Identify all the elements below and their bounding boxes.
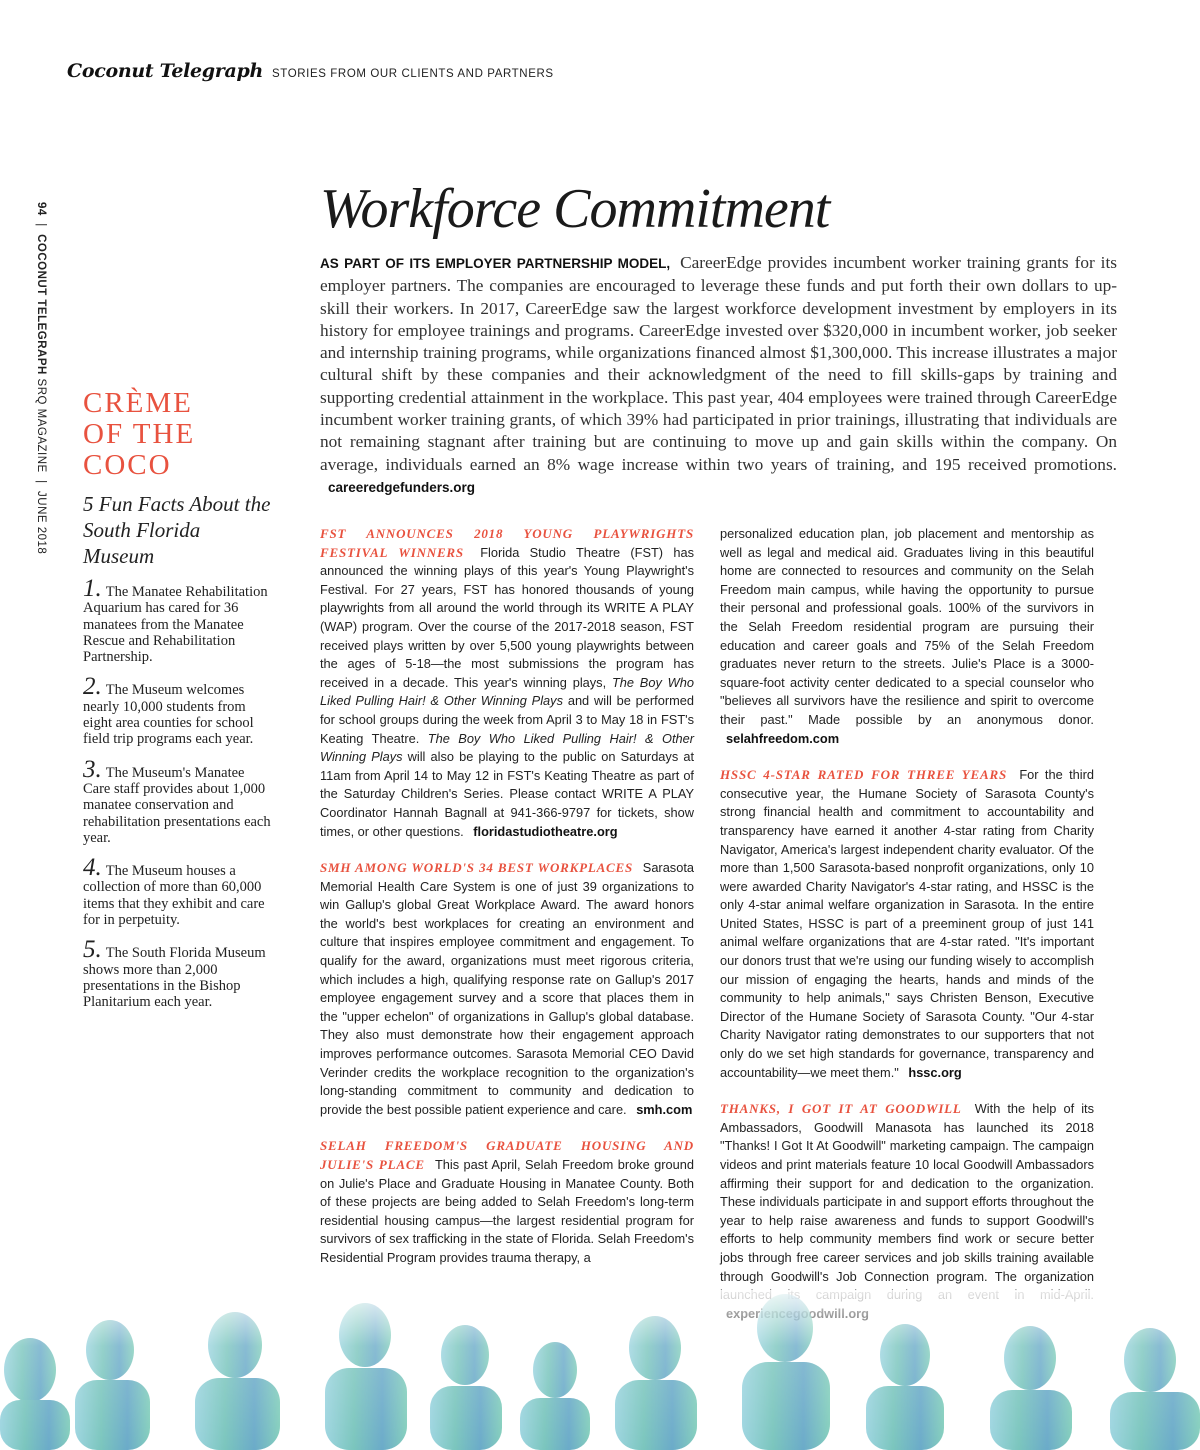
group-portrait-illustration [0,1290,1200,1450]
item-text: With the help of its Ambassadors, Goodwill Manasota has launched its 2018 "Thanks! I Got It At Goodwill" marketing campaign. The campaign videos and print materials feature 10 local Goodwill Ambassadors affirming their support for and dedication to the organization. These individuals participate in and support efforts throughout the year to help raise awareness and funds to support Goodwill's efforts to help community members find work or secure better jobs through free career services and job skills training available through Goodwill's Job Connection program. The organization [720,1101,1094,1284]
item-url-link[interactable]: smh.com [636,1101,693,1117]
sidebar-creme-of-the-coco [83,388,273,1025]
item-text: This past April, Selah Freedom broke ground on Julie's Place and Graduate Housing in Manatee County. Both of these projects are being added to Selah Freedom's long-term residential housing campus—the largest residential program for survivors of sex trafficking in the state of Florida. Selah Freedom's Residential Program provides trauma therapy, a [320,1157,694,1265]
page-number: 94 [35,202,47,216]
lead-url-link[interactable]: careeredgefunders.org [328,479,476,495]
fact-text: The South Florida Museum shows more than 2,000 presentations in the Bishop Planitarium each year. [83,945,266,1011]
item-text: personalized education plan, job placement and mentorship as well as legal and medical aid. Graduates living in this beautiful home are connected to resources and community on the Selah Freedom main campus, while having the opportunity to pursue their personal and professional goals. 100% of the survivors in the Selah Freedom residential program are pursuing their education and career goals and 75% of the Selah Freedom graduates never return to the streets. Julie's Place is a 3000-square-foot activity center dedicated to a special counselor who "believes all survivors have the resilience and spirit to overcome their past." Made possible by an anonymous donor. [720,526,1094,727]
sidebar-heading [83,388,273,481]
fact-text: The Manatee Rehabilitation Aquarium has cared for 36 manatees from the Manatee Rescue and Rehabilitation Partnership. [83,584,268,666]
sidebar-subheading: 5 Fun Facts About the South Florida Museum [83,492,271,568]
fun-fact [83,575,273,666]
lead-in: AS PART OF ITS EMPLOYER PARTNERSHIP MODEL, [320,256,671,271]
fact-text: The Museum's Manatee Care staff provides about 1,000 manatee conservation and rehabilitation presentations each year. [83,764,271,846]
fact-number: 3. [83,755,102,783]
play-title: The Boy Who Liked Pulling Hair! & Other Winning Plays [320,674,694,709]
item-kicker: THANKS, I GOT IT AT GOODWILL [720,1101,962,1117]
play-title: The Boy Who Liked Pulling Hair! & Other Winning Plays [320,730,694,765]
page-spine [27,202,47,562]
news-item-smh [320,859,694,1119]
item-url-link[interactable]: selahfreedom.com [726,730,840,746]
fun-fact [83,755,273,846]
fun-fact [83,673,273,748]
item-kicker: FST ANNOUNCES 2018 YOUNG PLAYWRIGHTS FESTIVAL WINNERS [320,526,694,560]
fact-text: The Museum welcomes nearly 10,000 students from eight area counties for school field trip programs each year. [83,682,254,748]
masthead-brand: Coconut Telegraph [67,60,264,82]
news-item-hssc [720,766,1094,1082]
fact-number: 5. [83,936,102,964]
article-lead [320,252,1117,499]
item-text: and will be performed for school groups during the week from April 3 to May 18 in FST's Keating Theatre. [320,693,695,746]
spine-separator: | [35,480,47,484]
fact-number: 1. [83,575,102,602]
item-text: Sarasota Memorial Health Care System is one of just 39 organizations to win Gallup's global Great Workplace Award. The award honors the world's best workplaces for creating an environment and culture that inspires employee commitment and engagement. To qualify for the award, organizations must meet rigorous criteria, which includes a high, qualifying response rate on Gallup's 2017 employee engagement survey and a score that places them in the "upper echelon" of organizations in Gallup's global database. They also must demonstrate how their engagement approach improves performance outcomes. Sarasota Memorial CEO David Verinder credits the workplace recognition to the organization's long-standing commitment to community and dedication to provide the best possible patient experience and care. [320,860,695,1117]
fact-number: 2. [83,673,102,701]
masthead [67,60,554,82]
spine-magazine: COCONUT TELEGRAPH [35,234,47,375]
item-kicker: HSSC 4-STAR RATED FOR THREE YEARS [720,767,1007,783]
lead-text: CareerEdge provides incumbent worker training grants for its employer partners. The companies are encouraged to leverage these funds and put forth their own dollars to up-skill their workers. In 2017, CareerEdge saw the largest workforce development investment by employers in its history for employee trainings and programs. CareerEdge invested over $320,000 in incumbent worker, job seeker and internship training programs, while organizations financed almost $1,300,000. This increase illustrates a major cultural shift by these companies and their acknowledgment of the need to fill skills-gaps by training and supporting credential attainment in the workplace. This past year, 404 employees were trained through CareerEdge incumbent worker training grants, of which 39% had participated in prior trainings, illustrating that individuals are not remaining stagnant after training but are continuing to move up and gain skills within the company. On average, individuals earned an 8% wage increase within two years of training, and 195 received promotions. [320,253,1117,474]
fun-fact [83,936,273,1011]
item-text: Florida Studio Theatre (FST) has announced the winning plays of this year's Young Playwright's Festival. For 27 years, FST has honored thousands of young playwrights from all around the world through its WRITE A PLAY (WAP) program. Over the course of the 2017-2018 season, FST received plays written by over 5,500 young playwrights between the ages of 5-18—the most submissions the program has received in a decade. This year's winning plays, [320,544,694,690]
article-title: Workforce Commitment [320,178,830,240]
news-item-selah [320,1137,694,1267]
item-text: will also be playing to the public on Saturdays at 11am from April 14 to May 12 in FST's Keating Theatre as part of the Saturday Children's Series. Please contact WRITE A PLAY Coordinator Hannah Bagnall at 941-366-9797 for tickets, show times, or other questions. [320,749,694,839]
masthead-tagline: STORIES FROM OUR CLIENTS AND PARTNERS [272,68,554,80]
item-text: For the third consecutive year, the Humane Society of Sarasota County's strong financial health and commitment to accountability and transparency have earned it another 4-star rating from Charity Navigator, America's largest independent charity evaluator. Of the more than 1,500 Sarasota-based nonprofit organizations, only 10 were awarded Charity Navigator's 4-star rating, and HSSC is the only 4-star animal welfare organization in Sarasota. In the entire United States, HSSC is part of a preeminent group of just 141 animal welfare organizations that are 4-star rated. "It's important our donors trust that we're using our funding wisely to accomplish our mission of engaging the hearts, hands and minds of the community to help animals," says Christen Benson, Executive Director of the Humane Society of Sarasota County. "Our 4-star Charity Navigator rating demonstrates to our supporters that not only do we set high standards for governance, transparency and accountability—we meet them." [720,767,1094,1080]
news-item-selah-continued [720,525,1094,748]
sidebar-heading-line: COCO [83,449,172,481]
item-url-link[interactable]: hssc.org [908,1064,962,1080]
item-url-link[interactable]: floridastudiotheatre.org [473,823,618,839]
item-kicker: SMH AMONG WORLD'S 34 BEST WORKPLACES [320,860,634,876]
fact-text: The Museum houses a collection of more than 60,000 items that they exhibit and care for in perpetuity. [83,863,265,929]
spine-issue: JUNE 2018 [35,487,47,555]
news-item-fst [320,525,694,841]
main-article [320,178,1117,499]
fun-fact [83,854,273,929]
sidebar-heading-line: CRÈME [83,387,193,419]
spine-srq: SRQ MAGAZINE [35,374,47,477]
spine-separator: | [35,223,47,227]
news-column-right [720,525,1094,1341]
news-column-left [320,525,694,1286]
sidebar-heading-line: OF THE [83,418,196,450]
fact-number: 4. [83,854,102,882]
item-kicker: SELAH FREEDOM'S GRADUATE HOUSING AND JULIE'S PLACE [320,1138,694,1172]
